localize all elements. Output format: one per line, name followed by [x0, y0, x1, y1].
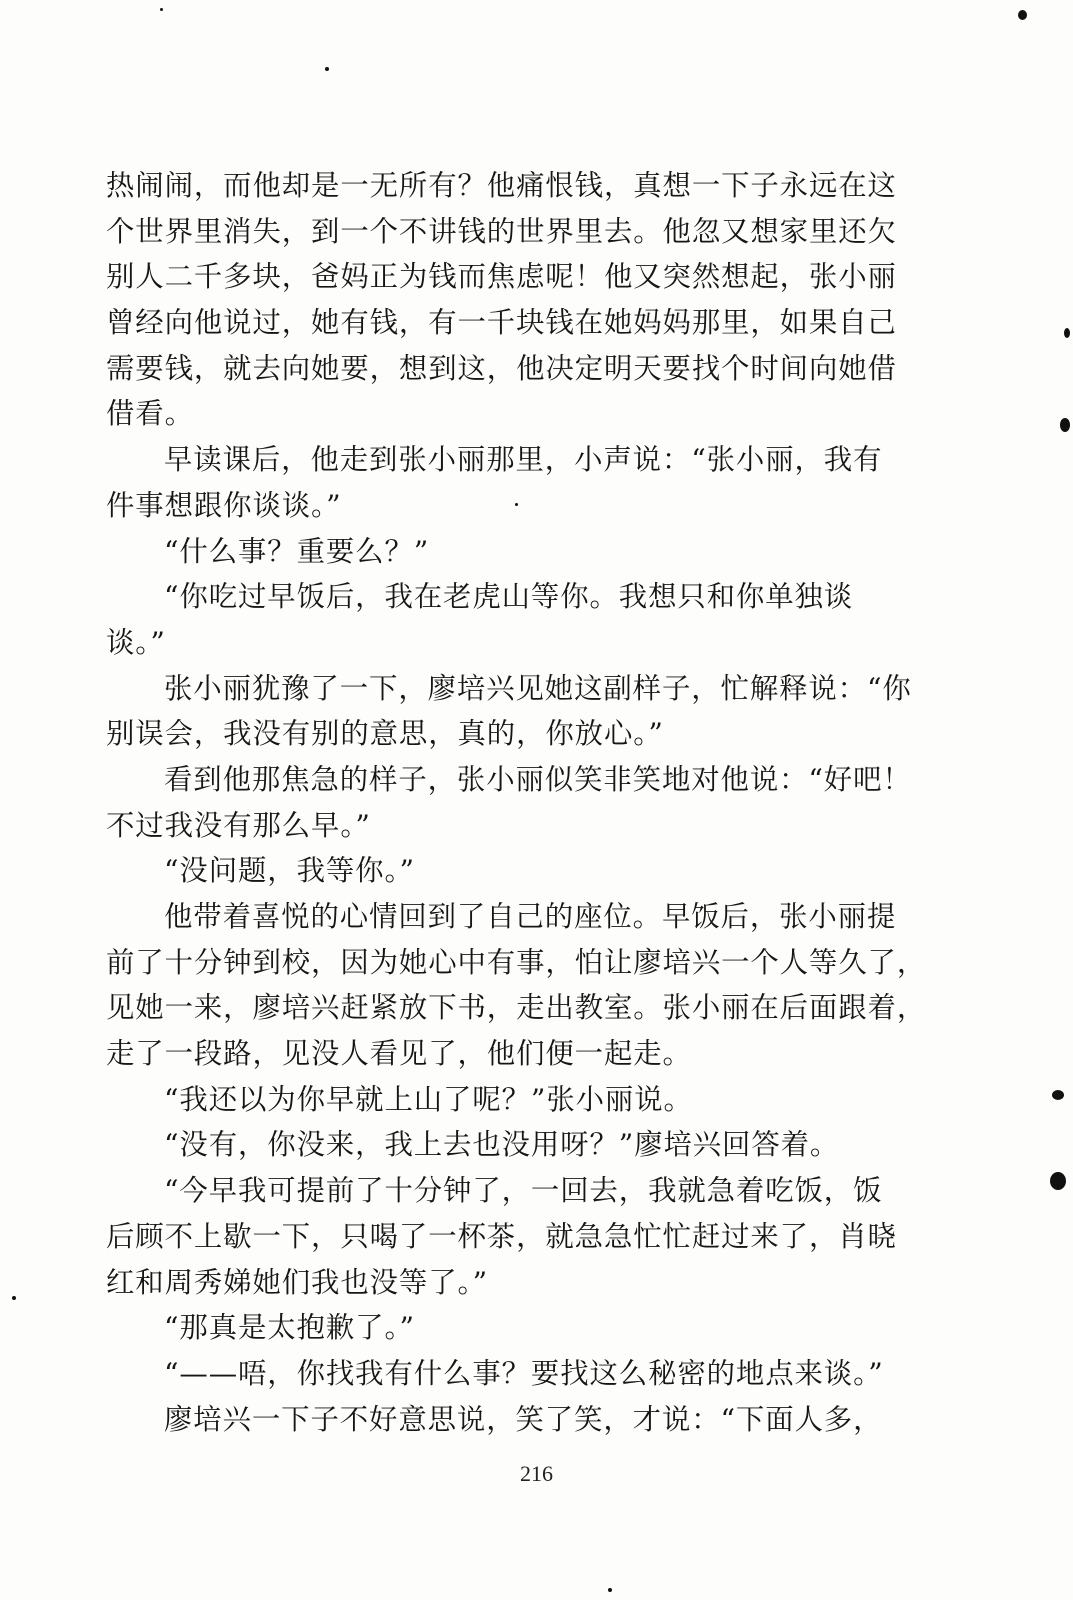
- text-line: “我还以为你早就上山了呢？”张小丽说。: [164, 1082, 693, 1116]
- scan-speck: [1064, 328, 1070, 338]
- text-line: 别误会，我没有别的意思，真的，你放心。”: [106, 717, 664, 751]
- text-line: 见她一来，廖培兴赶紧放下书，走出教室。张小丽在后面跟着，: [106, 991, 927, 1025]
- text-line: “没问题，我等你。”: [164, 854, 415, 888]
- text-line: 红和周秀娣她们我也没等了。”: [106, 1265, 488, 1299]
- text-line: 早读课后，他走到张小丽那里，小声说：“张小丽，我有: [164, 443, 883, 477]
- scan-speck: [1018, 10, 1027, 20]
- text-line: 需要钱，就去向她要，想到这，他决定明天要找个时间向她借: [106, 351, 897, 385]
- text-line: 廖培兴一下子不好意思说，笑了笑，才说：“下面人多，: [164, 1402, 883, 1436]
- text-line: “你吃过早饭后，我在老虎山等你。我想只和你单独谈: [164, 580, 854, 614]
- text-line: “什么事？重要么？”: [164, 534, 430, 568]
- text-line: 谈。”: [106, 625, 166, 659]
- scan-speck: [1050, 1172, 1066, 1190]
- text-line: 他带着喜悦的心情回到了自己的座位。早饭后，张小丽提: [164, 900, 897, 933]
- scan-speck: [515, 503, 518, 506]
- text-line: “没有，你没来，我上去也没用呀？”廖培兴回答着。: [164, 1128, 840, 1162]
- body-text: [106, 163, 936, 1442]
- text-line: 不过我没有那么早。”: [106, 808, 371, 842]
- text-line: 曾经向他说过，她有钱，有一千块钱在她妈妈那里，如果自己: [106, 306, 897, 340]
- text-line: 热闹闹，而他却是一无所有？他痛恨钱，真想一下子永远在这: [106, 169, 897, 202]
- text-line: 张小丽犹豫了一下，廖培兴见她这副样子，忙解释说：“你: [164, 671, 912, 705]
- text-line: 前了十分钟到校，因为她心中有事，怕让廖培兴一个人等久了，: [106, 945, 927, 979]
- page-number: 216: [520, 1461, 553, 1486]
- scan-speck: [12, 1296, 16, 1300]
- text-line: 件事想跟你谈谈。”: [106, 488, 342, 522]
- text-line: “今早我可提前了十分钟了，一回去，我就急着吃饭，饭: [164, 1174, 883, 1208]
- scan-speck: [325, 67, 329, 71]
- text-line: 走了一段路，见没人看见了，他们便一起走。: [106, 1037, 692, 1071]
- text-line: 后顾不上歇一下，只喝了一杯茶，就急急忙忙赶过来了，肖晓: [106, 1219, 897, 1253]
- text-line: “那真是太抱歉了。”: [164, 1311, 415, 1345]
- scan-speck: [160, 8, 163, 11]
- text-line: “——唔，你找我有什么事？要找这么秘密的地点来谈。”: [164, 1356, 884, 1390]
- scan-speck: [608, 1588, 612, 1592]
- text-line: 借看。: [106, 397, 194, 431]
- scan-speck: [1060, 418, 1070, 432]
- scan-speck: [1052, 1090, 1064, 1100]
- text-line: 别人二千多块，爸妈正为钱而焦虑呢！他又突然想起，张小丽: [106, 260, 897, 294]
- text-line: 个世界里消失，到一个不讲钱的世界里去。他忽又想家里还欠: [106, 214, 897, 248]
- text-line: 看到他那焦急的样子，张小丽似笑非笑地对他说：“好吧！: [164, 762, 912, 796]
